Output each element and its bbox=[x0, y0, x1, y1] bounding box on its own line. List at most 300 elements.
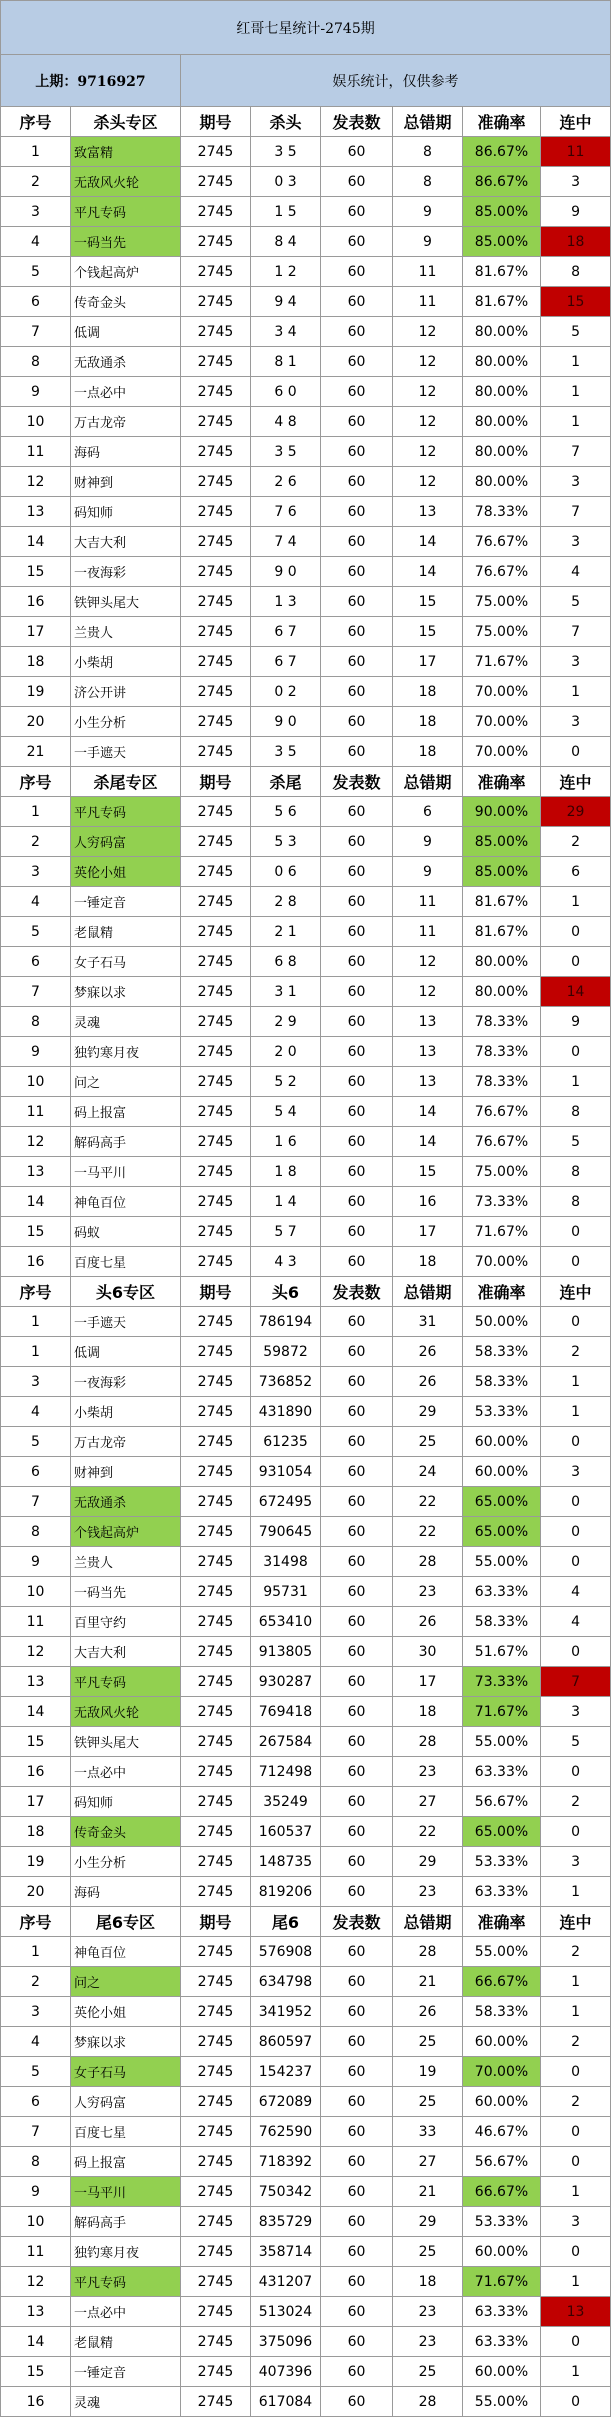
streak-count: 5 bbox=[541, 1727, 611, 1757]
row-number: 3 bbox=[1, 1367, 71, 1397]
table-row bbox=[1, 1757, 611, 1787]
post-count: 60 bbox=[321, 197, 393, 227]
member-name: 问之 bbox=[71, 1967, 181, 1997]
period-cell: 2745 bbox=[181, 1187, 251, 1217]
post-count: 60 bbox=[321, 977, 393, 1007]
post-count: 60 bbox=[321, 1517, 393, 1547]
post-count: 60 bbox=[321, 1697, 393, 1727]
post-count: 60 bbox=[321, 1007, 393, 1037]
accuracy: 81.67% bbox=[463, 917, 541, 947]
period-cell: 2745 bbox=[181, 1547, 251, 1577]
row-number: 5 bbox=[1, 257, 71, 287]
member-name: 灵魂 bbox=[71, 2387, 181, 2417]
period-cell: 2745 bbox=[181, 137, 251, 167]
accuracy: 70.00% bbox=[463, 2057, 541, 2087]
table-row bbox=[1, 467, 611, 497]
row-number: 1 bbox=[1, 1337, 71, 1367]
value-cell: 375096 bbox=[251, 2327, 321, 2357]
value-cell: 3 4 bbox=[251, 317, 321, 347]
post-count: 60 bbox=[321, 1787, 393, 1817]
member-name: 码上报富 bbox=[71, 2147, 181, 2177]
row-number: 14 bbox=[1, 527, 71, 557]
table-row bbox=[1, 737, 611, 767]
member-name: 一锤定音 bbox=[71, 887, 181, 917]
error-count: 11 bbox=[393, 917, 463, 947]
member-name: 百度七星 bbox=[71, 1247, 181, 1277]
error-count: 26 bbox=[393, 1367, 463, 1397]
member-name: 无敌通杀 bbox=[71, 1487, 181, 1517]
post-count: 60 bbox=[321, 1637, 393, 1667]
row-number: 15 bbox=[1, 2357, 71, 2387]
error-count: 17 bbox=[393, 1667, 463, 1697]
period-cell: 2745 bbox=[181, 2117, 251, 2147]
value-cell: 95731 bbox=[251, 1577, 321, 1607]
table-row bbox=[1, 347, 611, 377]
accuracy: 80.00% bbox=[463, 347, 541, 377]
member-name: 一手遮天 bbox=[71, 1307, 181, 1337]
row-number: 2 bbox=[1, 1967, 71, 1997]
value-cell: 769418 bbox=[251, 1697, 321, 1727]
period-cell: 2745 bbox=[181, 2057, 251, 2087]
accuracy: 65.00% bbox=[463, 1517, 541, 1547]
accuracy: 80.00% bbox=[463, 437, 541, 467]
member-name: 英伦小姐 bbox=[71, 857, 181, 887]
streak-count: 0 bbox=[541, 1217, 611, 1247]
error-count: 23 bbox=[393, 1877, 463, 1907]
table-row bbox=[1, 887, 611, 917]
post-count: 60 bbox=[321, 917, 393, 947]
table-row bbox=[1, 167, 611, 197]
streak-count: 0 bbox=[541, 917, 611, 947]
value-cell: 6 7 bbox=[251, 617, 321, 647]
value-cell: 3 5 bbox=[251, 137, 321, 167]
streak-count: 14 bbox=[541, 977, 611, 1007]
streak-count: 4 bbox=[541, 557, 611, 587]
streak-count: 0 bbox=[541, 1517, 611, 1547]
title-row bbox=[1, 1, 611, 55]
row-number: 13 bbox=[1, 1157, 71, 1187]
member-name: 独钓寒月夜 bbox=[71, 2237, 181, 2267]
accuracy: 46.67% bbox=[463, 2117, 541, 2147]
error-count: 27 bbox=[393, 1787, 463, 1817]
value-cell: 358714 bbox=[251, 2237, 321, 2267]
post-count: 60 bbox=[321, 1547, 393, 1577]
table-row bbox=[1, 2237, 611, 2267]
accuracy: 58.33% bbox=[463, 1997, 541, 2027]
accuracy: 60.00% bbox=[463, 2027, 541, 2057]
error-count: 33 bbox=[393, 2117, 463, 2147]
value-cell: 3 5 bbox=[251, 437, 321, 467]
member-name: 老鼠精 bbox=[71, 917, 181, 947]
accuracy: 53.33% bbox=[463, 1397, 541, 1427]
row-number: 7 bbox=[1, 977, 71, 1007]
table-row bbox=[1, 2207, 611, 2237]
accuracy: 90.00% bbox=[463, 797, 541, 827]
accuracy: 60.00% bbox=[463, 1457, 541, 1487]
member-name: 人穷码富 bbox=[71, 2087, 181, 2117]
row-number: 5 bbox=[1, 2057, 71, 2087]
row-number: 10 bbox=[1, 1067, 71, 1097]
post-count: 60 bbox=[321, 2057, 393, 2087]
member-name: 人穷码富 bbox=[71, 827, 181, 857]
row-number: 11 bbox=[1, 1097, 71, 1127]
accuracy: 63.33% bbox=[463, 1877, 541, 1907]
streak-count: 0 bbox=[541, 947, 611, 977]
member-name: 老鼠精 bbox=[71, 2327, 181, 2357]
error-count: 12 bbox=[393, 377, 463, 407]
value-cell: 718392 bbox=[251, 2147, 321, 2177]
streak-count: 8 bbox=[541, 257, 611, 287]
error-count: 14 bbox=[393, 1127, 463, 1157]
value-cell: 5 2 bbox=[251, 1067, 321, 1097]
member-name: 传奇金头 bbox=[71, 1817, 181, 1847]
period-cell: 2745 bbox=[181, 1487, 251, 1517]
table-row bbox=[1, 377, 611, 407]
header-section: 杀尾专区 bbox=[71, 767, 181, 797]
post-count: 60 bbox=[321, 707, 393, 737]
streak-count: 1 bbox=[541, 407, 611, 437]
member-name: 万古龙帝 bbox=[71, 1427, 181, 1457]
table-row bbox=[1, 137, 611, 167]
accuracy: 76.67% bbox=[463, 1097, 541, 1127]
accuracy: 55.00% bbox=[463, 1547, 541, 1577]
row-number: 4 bbox=[1, 227, 71, 257]
streak-count: 2 bbox=[541, 2087, 611, 2117]
value-cell: 7 6 bbox=[251, 497, 321, 527]
header-section: 尾6专区 bbox=[71, 1907, 181, 1937]
header-accuracy: 准确率 bbox=[463, 1907, 541, 1937]
streak-count: 0 bbox=[541, 2237, 611, 2267]
streak-count: 29 bbox=[541, 797, 611, 827]
streak-count: 0 bbox=[541, 2327, 611, 2357]
post-count: 60 bbox=[321, 2117, 393, 2147]
row-number: 16 bbox=[1, 1757, 71, 1787]
header-count: 发表数 bbox=[321, 1907, 393, 1937]
table-row bbox=[1, 1577, 611, 1607]
error-count: 28 bbox=[393, 2387, 463, 2417]
post-count: 60 bbox=[321, 467, 393, 497]
value-cell: 431207 bbox=[251, 2267, 321, 2297]
post-count: 60 bbox=[321, 557, 393, 587]
period-cell: 2745 bbox=[181, 677, 251, 707]
post-count: 60 bbox=[321, 857, 393, 887]
value-cell: 860597 bbox=[251, 2027, 321, 2057]
row-number: 1 bbox=[1, 137, 71, 167]
accuracy: 78.33% bbox=[463, 497, 541, 527]
table-row bbox=[1, 1427, 611, 1457]
error-count: 19 bbox=[393, 2057, 463, 2087]
period-cell: 2745 bbox=[181, 1367, 251, 1397]
period-cell: 2745 bbox=[181, 257, 251, 287]
post-count: 60 bbox=[321, 617, 393, 647]
header-no: 序号 bbox=[1, 107, 71, 137]
value-cell: 4 3 bbox=[251, 1247, 321, 1277]
period-cell: 2745 bbox=[181, 887, 251, 917]
member-name: 女子石马 bbox=[71, 947, 181, 977]
header-period: 期号 bbox=[181, 1277, 251, 1307]
streak-count: 0 bbox=[541, 2117, 611, 2147]
row-number: 8 bbox=[1, 347, 71, 377]
accuracy: 53.33% bbox=[463, 2207, 541, 2237]
post-count: 60 bbox=[321, 2327, 393, 2357]
streak-count: 9 bbox=[541, 1007, 611, 1037]
table-row bbox=[1, 1877, 611, 1907]
value-cell: 61235 bbox=[251, 1427, 321, 1457]
accuracy: 71.67% bbox=[463, 2267, 541, 2297]
post-count: 60 bbox=[321, 137, 393, 167]
error-count: 12 bbox=[393, 977, 463, 1007]
post-count: 60 bbox=[321, 2387, 393, 2417]
section-header-row bbox=[1, 767, 611, 797]
member-name: 码知师 bbox=[71, 497, 181, 527]
row-number: 14 bbox=[1, 1697, 71, 1727]
value-cell: 786194 bbox=[251, 1307, 321, 1337]
table-row bbox=[1, 437, 611, 467]
period-cell: 2745 bbox=[181, 1307, 251, 1337]
period-cell: 2745 bbox=[181, 287, 251, 317]
row-number: 9 bbox=[1, 1037, 71, 1067]
member-name: 神龟百位 bbox=[71, 1937, 181, 1967]
value-cell: 672495 bbox=[251, 1487, 321, 1517]
period-cell: 2745 bbox=[181, 2327, 251, 2357]
post-count: 60 bbox=[321, 377, 393, 407]
accuracy: 71.67% bbox=[463, 1697, 541, 1727]
member-name: 问之 bbox=[71, 1067, 181, 1097]
error-count: 11 bbox=[393, 257, 463, 287]
error-count: 15 bbox=[393, 1157, 463, 1187]
accuracy: 80.00% bbox=[463, 467, 541, 497]
row-number: 11 bbox=[1, 1607, 71, 1637]
error-count: 29 bbox=[393, 2207, 463, 2237]
post-count: 60 bbox=[321, 497, 393, 527]
error-count: 18 bbox=[393, 2267, 463, 2297]
member-name: 大吉大利 bbox=[71, 1637, 181, 1667]
header-no: 序号 bbox=[1, 767, 71, 797]
streak-count: 2 bbox=[541, 827, 611, 857]
table-row bbox=[1, 1547, 611, 1577]
value-cell: 0 2 bbox=[251, 677, 321, 707]
table-row bbox=[1, 1337, 611, 1367]
streak-count: 0 bbox=[541, 737, 611, 767]
error-count: 14 bbox=[393, 557, 463, 587]
table-row bbox=[1, 797, 611, 827]
table-row bbox=[1, 1487, 611, 1517]
period-cell: 2745 bbox=[181, 737, 251, 767]
error-count: 26 bbox=[393, 1607, 463, 1637]
value-cell: 1 5 bbox=[251, 197, 321, 227]
value-cell: 0 6 bbox=[251, 857, 321, 887]
table-row bbox=[1, 1817, 611, 1847]
accuracy: 60.00% bbox=[463, 2237, 541, 2267]
member-name: 平凡专码 bbox=[71, 197, 181, 227]
error-count: 29 bbox=[393, 1397, 463, 1427]
member-name: 一点必中 bbox=[71, 1757, 181, 1787]
streak-count: 4 bbox=[541, 1577, 611, 1607]
accuracy: 65.00% bbox=[463, 1487, 541, 1517]
streak-count: 3 bbox=[541, 1697, 611, 1727]
member-name: 个钱起高炉 bbox=[71, 1517, 181, 1547]
streak-count: 0 bbox=[541, 1757, 611, 1787]
accuracy: 58.33% bbox=[463, 1607, 541, 1637]
period-cell: 2745 bbox=[181, 557, 251, 587]
table-row bbox=[1, 1157, 611, 1187]
row-number: 6 bbox=[1, 1457, 71, 1487]
value-cell: 5 6 bbox=[251, 797, 321, 827]
member-name: 无敌风火轮 bbox=[71, 167, 181, 197]
row-number: 10 bbox=[1, 407, 71, 437]
streak-count: 7 bbox=[541, 437, 611, 467]
accuracy: 70.00% bbox=[463, 737, 541, 767]
value-cell: 267584 bbox=[251, 1727, 321, 1757]
accuracy: 71.67% bbox=[463, 1217, 541, 1247]
error-count: 9 bbox=[393, 827, 463, 857]
accuracy: 70.00% bbox=[463, 707, 541, 737]
accuracy: 85.00% bbox=[463, 197, 541, 227]
post-count: 60 bbox=[321, 407, 393, 437]
table-row bbox=[1, 587, 611, 617]
value-cell: 6 0 bbox=[251, 377, 321, 407]
header-accuracy: 准确率 bbox=[463, 1277, 541, 1307]
post-count: 60 bbox=[321, 2297, 393, 2327]
header-accuracy: 准确率 bbox=[463, 767, 541, 797]
section-header-row bbox=[1, 107, 611, 137]
period-cell: 2745 bbox=[181, 1397, 251, 1427]
accuracy: 65.00% bbox=[463, 1817, 541, 1847]
accuracy: 78.33% bbox=[463, 1037, 541, 1067]
member-name: 济公开讲 bbox=[71, 677, 181, 707]
row-number: 2 bbox=[1, 167, 71, 197]
table-row bbox=[1, 617, 611, 647]
header-errors: 总错期 bbox=[393, 1907, 463, 1937]
table-row bbox=[1, 527, 611, 557]
error-count: 12 bbox=[393, 437, 463, 467]
table-row bbox=[1, 2147, 611, 2177]
accuracy: 78.33% bbox=[463, 1067, 541, 1097]
error-count: 28 bbox=[393, 1547, 463, 1577]
value-cell: 59872 bbox=[251, 1337, 321, 1367]
member-name: 铁钾头尾大 bbox=[71, 587, 181, 617]
streak-count: 1 bbox=[541, 1967, 611, 1997]
table-row bbox=[1, 227, 611, 257]
post-count: 60 bbox=[321, 1037, 393, 1067]
post-count: 60 bbox=[321, 2087, 393, 2117]
value-cell: 835729 bbox=[251, 2207, 321, 2237]
accuracy: 73.33% bbox=[463, 1187, 541, 1217]
post-count: 60 bbox=[321, 887, 393, 917]
post-count: 60 bbox=[321, 2147, 393, 2177]
period-cell: 2745 bbox=[181, 1967, 251, 1997]
row-number: 15 bbox=[1, 1217, 71, 1247]
error-count: 6 bbox=[393, 797, 463, 827]
table-row bbox=[1, 1967, 611, 1997]
accuracy: 81.67% bbox=[463, 887, 541, 917]
accuracy: 76.67% bbox=[463, 527, 541, 557]
post-count: 60 bbox=[321, 1607, 393, 1637]
error-count: 25 bbox=[393, 1427, 463, 1457]
member-name: 兰贵人 bbox=[71, 617, 181, 647]
streak-count: 3 bbox=[541, 2207, 611, 2237]
streak-count: 11 bbox=[541, 137, 611, 167]
post-count: 60 bbox=[321, 1367, 393, 1397]
row-number: 12 bbox=[1, 467, 71, 497]
row-number: 15 bbox=[1, 1727, 71, 1757]
period-cell: 2745 bbox=[181, 977, 251, 1007]
streak-count: 4 bbox=[541, 1607, 611, 1637]
error-count: 13 bbox=[393, 497, 463, 527]
value-cell: 31498 bbox=[251, 1547, 321, 1577]
header-period: 期号 bbox=[181, 107, 251, 137]
accuracy: 75.00% bbox=[463, 617, 541, 647]
accuracy: 76.67% bbox=[463, 1127, 541, 1157]
streak-count: 3 bbox=[541, 647, 611, 677]
streak-count: 1 bbox=[541, 677, 611, 707]
accuracy: 85.00% bbox=[463, 827, 541, 857]
table-row bbox=[1, 1787, 611, 1817]
accuracy: 85.00% bbox=[463, 857, 541, 887]
value-cell: 2 6 bbox=[251, 467, 321, 497]
value-cell: 513024 bbox=[251, 2297, 321, 2327]
row-number: 4 bbox=[1, 2027, 71, 2057]
value-cell: 5 4 bbox=[251, 1097, 321, 1127]
header-value: 杀头 bbox=[251, 107, 321, 137]
value-cell: 1 8 bbox=[251, 1157, 321, 1187]
post-count: 60 bbox=[321, 1097, 393, 1127]
header-no: 序号 bbox=[1, 1277, 71, 1307]
post-count: 60 bbox=[321, 227, 393, 257]
table-row bbox=[1, 257, 611, 287]
error-count: 17 bbox=[393, 647, 463, 677]
error-count: 28 bbox=[393, 1727, 463, 1757]
accuracy: 56.67% bbox=[463, 1787, 541, 1817]
post-count: 60 bbox=[321, 1127, 393, 1157]
streak-count: 7 bbox=[541, 1667, 611, 1697]
post-count: 60 bbox=[321, 1967, 393, 1997]
row-number: 6 bbox=[1, 947, 71, 977]
accuracy: 80.00% bbox=[463, 977, 541, 1007]
accuracy: 73.33% bbox=[463, 1667, 541, 1697]
period-cell: 2745 bbox=[181, 1067, 251, 1097]
table-row bbox=[1, 1637, 611, 1667]
streak-count: 0 bbox=[541, 1487, 611, 1517]
table-row bbox=[1, 947, 611, 977]
streak-count: 8 bbox=[541, 1097, 611, 1127]
member-name: 英伦小姐 bbox=[71, 1997, 181, 2027]
post-count: 60 bbox=[321, 1307, 393, 1337]
table-row bbox=[1, 977, 611, 1007]
value-cell: 2 8 bbox=[251, 887, 321, 917]
value-cell: 8 1 bbox=[251, 347, 321, 377]
value-cell: 931054 bbox=[251, 1457, 321, 1487]
header-value: 尾6 bbox=[251, 1907, 321, 1937]
row-number: 12 bbox=[1, 1637, 71, 1667]
period-cell: 2745 bbox=[181, 647, 251, 677]
accuracy: 86.67% bbox=[463, 167, 541, 197]
period-cell: 2745 bbox=[181, 227, 251, 257]
member-name: 一手遮天 bbox=[71, 737, 181, 767]
value-cell: 5 3 bbox=[251, 827, 321, 857]
post-count: 60 bbox=[321, 2207, 393, 2237]
row-number: 18 bbox=[1, 1817, 71, 1847]
table-row bbox=[1, 1097, 611, 1127]
value-cell: 35249 bbox=[251, 1787, 321, 1817]
post-count: 60 bbox=[321, 1727, 393, 1757]
header-count: 发表数 bbox=[321, 107, 393, 137]
streak-count: 8 bbox=[541, 1157, 611, 1187]
period-cell: 2745 bbox=[181, 947, 251, 977]
section-header-row bbox=[1, 1907, 611, 1937]
value-cell: 2 0 bbox=[251, 1037, 321, 1067]
table-row bbox=[1, 1217, 611, 1247]
